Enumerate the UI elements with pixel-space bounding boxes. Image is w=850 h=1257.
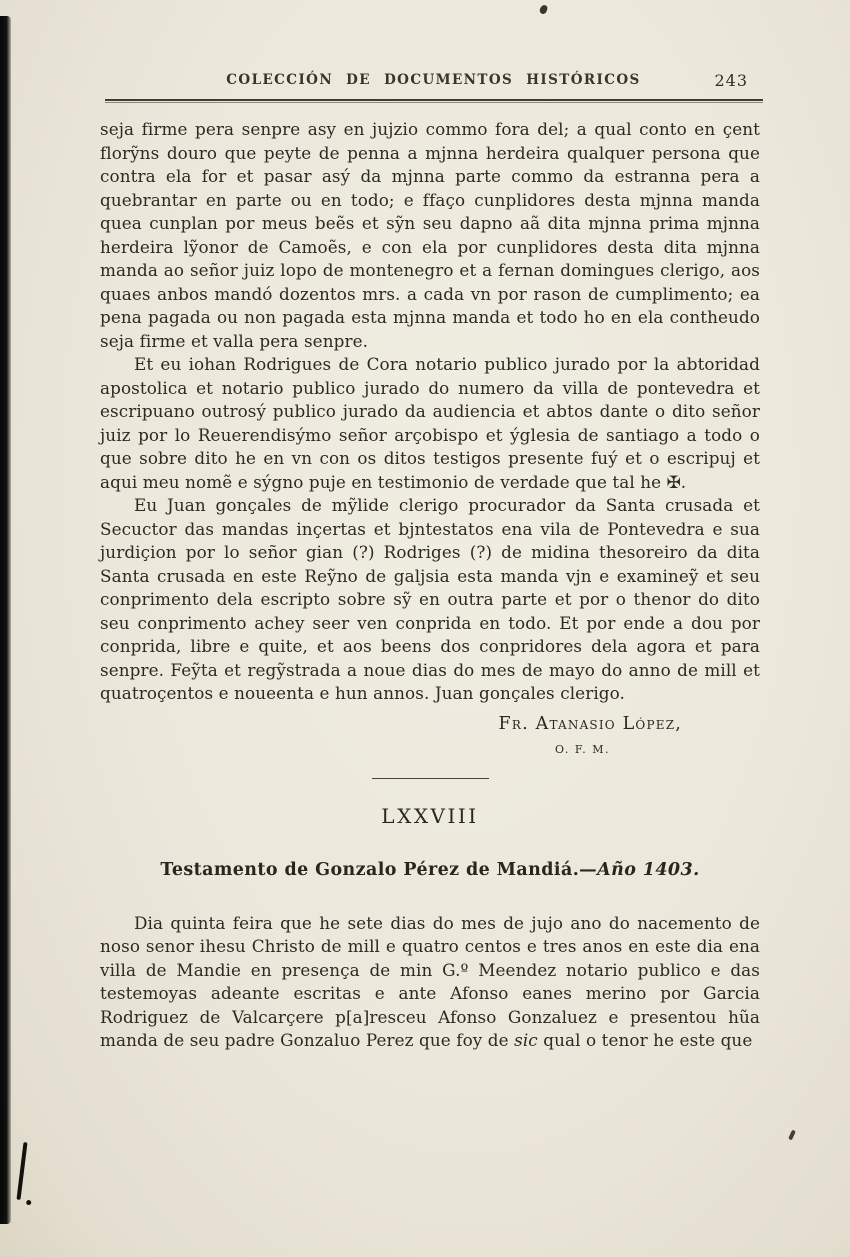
section-title-year: Año 1403. [597, 860, 700, 880]
signature-block [100, 713, 760, 762]
running-head-title: COLECCIÓN DE DOCUMENTOS HISTÓRICOS [226, 72, 641, 88]
signature-name: Fr. Atanasio López, [498, 713, 682, 734]
final-paragraph-text-before: Dia quinta feira que he sete dias do mes de jujo ano do nacemento de noso senor ihesu Christo de mill e quatro centos e tres anos en este dia ena villa de Mandie en presença de min G.º Meendez notario publico e das testemoyas adeante escritas e ante Afonso eanes merino por Garcia Rodriguez de Valcarçere p[a]resceu Afonso Gonzaluez e presentou hũa manda de seu padre Gonzaluo Perez que foy de [100, 912, 760, 1050]
section-numeral: LXXVIII [381, 803, 479, 828]
binding-shadow [0, 16, 11, 1224]
signature-order: O. F. M. [554, 743, 610, 756]
ink-speck-top [539, 4, 548, 15]
ink-mark-bottom-left [16, 1142, 27, 1200]
header-rule [105, 99, 763, 103]
final-paragraph-text-after: qual o tenor he este que [537, 1030, 753, 1050]
body-text [100, 118, 760, 1053]
body-paragraph: seja firme pera senpre asy en jujzio commo fora del; a qual conto en çent florỹns douro que peyte de penna a mjnna herdeira qualquer persona que contra ela for et pasar asý da mjnna parte commo da estranna pera a quebrantar en parte ou en todo; e ffaço cunplidores desta mjnna manda quea cunplan por meus beẽs et sỹn seu dapno aã dita mjnna prima mjnna herdeira lỹonor de Camoẽs, e con ela por cunplidores desta dita mjnna manda ao señor juiz lopo de montenegro et a fernan domingues clerigo, aos quaes anbos mandó dozentos mrs. a cada vn por rason de cumplimento; ea pena pagada ou non pagada esta mjnna manda et todo ho en ela contheudo seja firme et valla pera senpre. [100, 119, 760, 351]
section-title [100, 859, 760, 883]
section-title-main: Testamento de Gonzalo Pérez de Mandiá.— [160, 860, 598, 880]
ink-speck-right [788, 1130, 796, 1141]
section-divider-rule [372, 778, 489, 779]
body-paragraph: Eu Juan gonçales de mỹlide clerigo procurador da Santa crusada et Secuctor das mandas inçertas et bjntestatos ena vila de Pontevedra e sua jurdiçion por lo señor gian (?) Rodriges (?) de midina thesoreiro da dita Santa crusada en este Reỹno de galjsia esta manda vjn e examineỹ et seu conprimento dela escripto sobre sỹ en outra parte et por o thenor do dito seu conprimento achey seer ven conprida en todo. Et por ende a dou por conprida, libre e quite, et aos beens dos conpridores dela agora et para senpre. Feỹta et regỹstrada a noue dias do mes de mayo do anno de mill et quatroçentos e noueenta e hun annos. Juan gonçales clerigo. [100, 495, 760, 703]
page-number: 243 [714, 71, 748, 90]
running-head [105, 72, 762, 94]
sic-italic: sic [514, 1030, 538, 1050]
body-paragraph [100, 912, 760, 1053]
body-paragraph: Et eu iohan Rodrigues de Cora notario publico jurado por la abtoridad apostolica et notario publico jurado do numero da villa de pontevedra et escripuano outrosý publico jurado da audiencia et abtos dante o dito señor juiz por lo Reuerendisýmo señor arçobispo et ýglesia de santiago a todo o que sobre dito he en vn con os ditos testigos presente fuý et o escripuj et aqui meu nomẽ e sýgno puje en testimonio de verdade que tal he ✠. [100, 354, 760, 492]
